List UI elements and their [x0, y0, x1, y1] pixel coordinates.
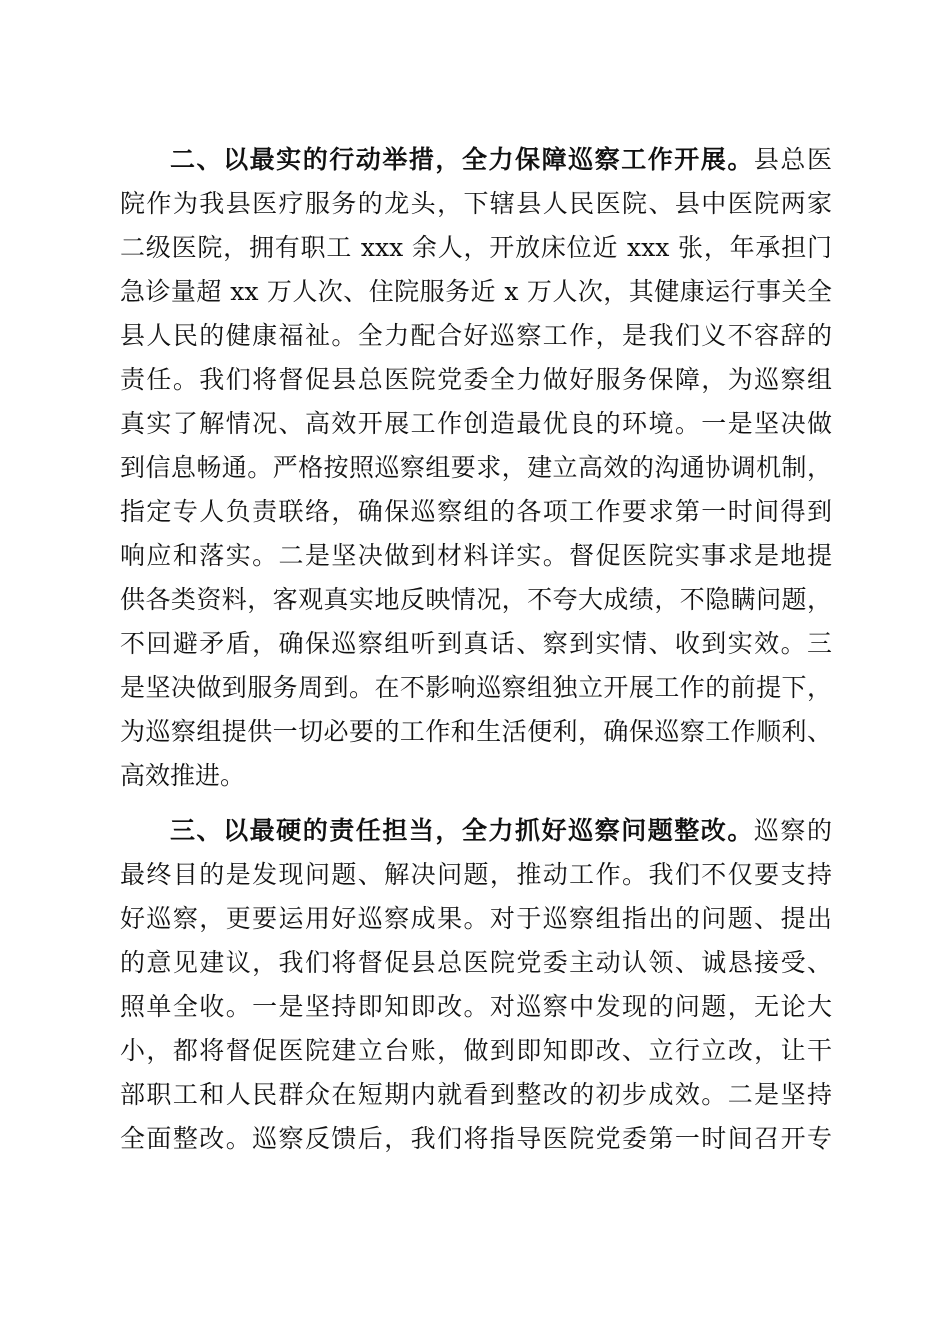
paragraph-line: 小，都将督促医院建立台账，做到即知即改、立行立改，让干 — [120, 1036, 832, 1065]
paragraph-line: 好巡察，更要运用好巡察成果。对于巡察组指出的问题、提出 — [120, 904, 832, 933]
paragraph-line: 县人民的健康福祉。全力配合好巡察工作，是我们义不容辞的 — [120, 321, 832, 350]
paragraph-line: 二级医院，拥有职工 xxx 余人，开放床位近 xxx 张，年承担门 — [120, 233, 832, 262]
paragraph-line: 不回避矛盾，确保巡察组听到真话、察到实情、收到实效。三 — [120, 629, 832, 658]
paragraph-line: 为巡察组提供一切必要的工作和生活便利，确保巡察工作顺利、 — [120, 717, 832, 746]
paragraph-line: 巡察的 — [753, 816, 832, 845]
paragraph-line: 供各类资料，客观真实地反映情况，不夸大成绩，不隐瞒问题， — [120, 585, 832, 614]
paragraph-line: 部职工和人民群众在短期内就看到整改的初步成效。二是坚持 — [120, 1080, 832, 1109]
section-three-first-line — [170, 809, 832, 853]
paragraph-line: 的意见建议，我们将督促县总医院党委主动认领、诚恳接受、 — [120, 948, 832, 977]
section-two-first-line — [170, 138, 832, 182]
section-two-heading: 二、以最实的行动举措，全力保障巡察工作开展。 — [170, 145, 754, 174]
section-three-heading: 三、以最硬的责任担当，全力抓好巡察问题整改。 — [170, 816, 754, 845]
paragraph-line: 响应和落实。二是坚决做到材料详实。督促医院实事求是地提 — [120, 541, 832, 570]
paragraph-line: 照单全收。一是坚持即知即改。对巡察中发现的问题，无论大 — [120, 992, 832, 1021]
paragraph-line: 高效推进。 — [120, 761, 246, 790]
paragraph-line: 全面整改。巡察反馈后，我们将指导医院党委第一时间召开专 — [120, 1124, 832, 1153]
paragraph-line: 责任。我们将督促县总医院党委全力做好服务保障，为巡察组 — [120, 365, 832, 394]
paragraph-line: 最终目的是发现问题、解决问题，推动工作。我们不仅要支持 — [120, 860, 832, 889]
paragraph-line: 是坚决做到服务周到。在不影响巡察组独立开展工作的前提下， — [120, 673, 832, 702]
paragraph-line: 到信息畅通。严格按照巡察组要求，建立高效的沟通协调机制， — [120, 453, 832, 482]
paragraph-line: 县总医 — [753, 145, 832, 174]
paragraph-line: 院作为我县医疗服务的龙头，下辖县人民医院、县中医院两家 — [120, 189, 832, 218]
paragraph-line: 急诊量超 xx 万人次、住院服务近 x 万人次，其健康运行事关全 — [120, 277, 832, 306]
paragraph-line: 真实了解情况、高效开展工作创造最优良的环境。一是坚决做 — [120, 409, 832, 438]
paragraph-line: 指定专人负责联络，确保巡察组的各项工作要求第一时间得到 — [120, 497, 832, 526]
